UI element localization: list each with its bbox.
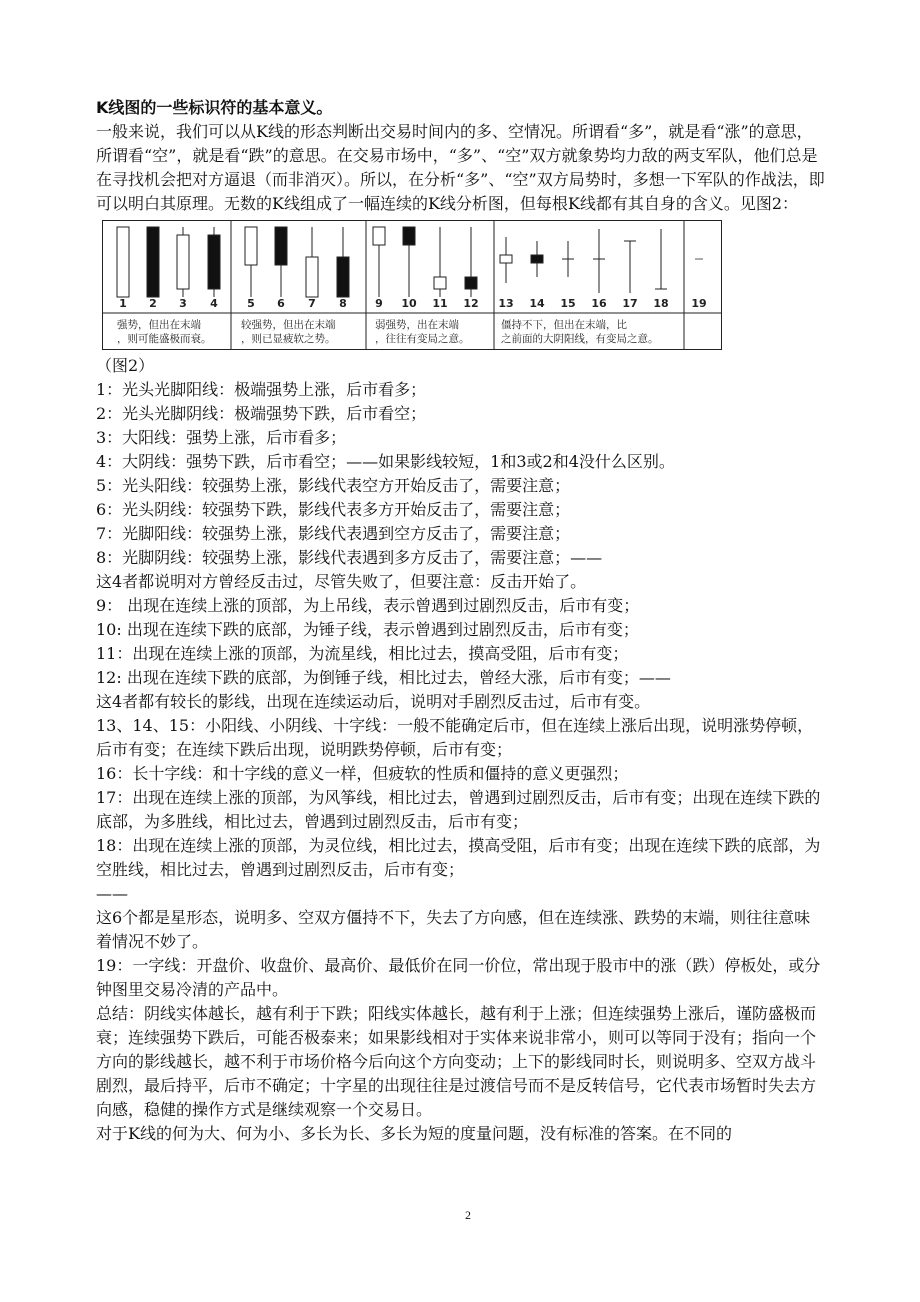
- page-number: 2: [465, 1208, 471, 1222]
- text-line: 8：光脚阴线：较强势上涨，影线代表遇到多方反击了，需要注意；——: [96, 548, 603, 567]
- candle-2: [147, 227, 159, 297]
- candle-number-label: 16: [591, 297, 607, 310]
- text-line: 12: 出现在连续下跌的底部，为倒锤子线，相比过去，曾经大涨，后市有变；——: [96, 668, 671, 687]
- candle-number-label: 10: [401, 297, 417, 310]
- text-line: 13、14、15：小阳线、小阴线、十字线：一般不能确定后市，但在连续上涨后出现，说明涨势停顿，后市有变；在连续下跌后出现，说明跌势停顿，后市有变；: [96, 716, 814, 759]
- candle-number-label: 6: [277, 297, 285, 310]
- candle-18: [655, 229, 667, 289]
- group-note-1: 强势，但出在末端: [117, 319, 201, 331]
- candle-6: [275, 227, 287, 297]
- text-line: 19：一字线：开盘价、收盘价、最高价、最低价在同一价位，常出现于股市中的涨（跌）停板处，或分钟图里交易冷清的产品中。: [96, 956, 821, 999]
- candle-10: [403, 227, 415, 297]
- group-note-3b: ，往往有变局之意。: [375, 333, 470, 345]
- candle-number-label: 4: [210, 297, 218, 310]
- figure-caption: （图2）: [96, 356, 155, 375]
- candle-7: [306, 227, 318, 297]
- candle-number-label: 15: [560, 297, 576, 310]
- candle-12: [465, 227, 477, 297]
- text-line: 3：大阳线：强势上涨，后市看多；: [96, 428, 347, 447]
- candle-number-label: 12: [463, 297, 479, 310]
- candle-8: [337, 227, 349, 297]
- candle-11: [434, 227, 446, 297]
- candle-number-label: 13: [498, 297, 514, 310]
- candle-16: [593, 229, 605, 293]
- text-line: ——: [96, 884, 128, 903]
- text-line: 总结：阴线实体越长，越有利于下跌；阳线实体越长，越有利于上涨；但连续强势上涨后，谨防盛极而衰；连续强势下跌后，可能否极泰来；如果影线相对于实体来说非常小，则可以等同于没有；指向一个方向的影线越长，越不利于市场价格今后向这个方向变动；上下的影线同时长，则说明多、空双方战斗剧烈，最后持平，后市不确定；十字星的出现往往是过渡信号而不是反转信号，它代表市场暂时失去方向感，稳健的操作方式是继续观察一个交易日。: [96, 1004, 817, 1119]
- document-title: K线图的一些标识符的基本意义。: [96, 98, 333, 117]
- candle-number-label: 2: [149, 297, 157, 310]
- text-line: 7：光脚阳线：较强势上涨，影线代表遇到空方反击了，需要注意；: [96, 524, 571, 543]
- text-line: 17：出现在连续上涨的顶部，为风筝线，相比过去，曾遇到过剧烈反击，后市有变；出现在连续下跌的底部，为多胜线，相比过去，曾遇到过剧烈反击，后市有变；: [96, 788, 821, 831]
- candle-number-label: 11: [432, 297, 448, 310]
- text-line: 这4者都有较长的影线，出现在连续运动后，说明对手剧烈反击过，后市有变。: [96, 692, 651, 711]
- intro-paragraph: 一般来说，我们可以从K线的形态判断出交易时间内的多、空情况。所谓看“多”，就是看“涨”的意思，所谓看“空”，就是看“跌”的意思。在交易市场中，“多”、“空”双方就象势均力敌的两支军队，他们总是在寻找机会把对方逼退（而非消灭）。所以，在分析“多”、“空”双方局势时，多想一下军队的作战法，即可以明白其原理。无数的K线组成了一幅连续的K线分析图，但每根K线都有其自身的含义。见图2：: [96, 122, 825, 213]
- candle-13: [500, 237, 512, 283]
- candle-number-label: 19: [691, 297, 707, 310]
- candle-14: [531, 241, 543, 277]
- candle-number-label: 8: [339, 297, 347, 310]
- text-line: 6：光头阴线：较强势下跌，影线代表多方开始反击了，需要注意；: [96, 500, 571, 519]
- candle-number-label: 14: [529, 297, 545, 310]
- text-line: 这6个都是星形态，说明多、空双方僵持不下，失去了方向感，但在连续涨、跌势的末端，则往往意味着情况不妙了。: [96, 908, 811, 951]
- candlestick-figure: [102, 220, 722, 350]
- candle-number-label: 3: [179, 297, 187, 310]
- group-note-4b: 之前面的大阴阳线，有变局之意。: [501, 333, 659, 345]
- group-note-3: 弱强势，出在末端: [375, 319, 459, 331]
- candle-number-label: 9: [375, 297, 383, 310]
- document-page: [96, 96, 826, 1146]
- candle-3: [177, 227, 189, 297]
- candle-number-label: 17: [622, 297, 638, 310]
- candle-number-label: 18: [653, 297, 669, 310]
- group-note-1b: ，则可能盛极而衰。: [117, 333, 212, 345]
- text-line: 9： 出现在连续上涨的顶部，为上吊线，表示曾遇到过剧烈反击，后市有变；: [96, 596, 640, 615]
- candle-17: [624, 241, 636, 293]
- candle-15: [562, 241, 574, 277]
- text-line: 10: 出现在连续下跌的底部，为锤子线，表示曾遇到过剧烈反击，后市有变；: [96, 620, 639, 639]
- text-line: 1：光头光脚阳线：极端强势上涨，后市看多；: [96, 380, 427, 399]
- candle-9: [373, 227, 385, 297]
- candle-1: [117, 227, 129, 297]
- candle-number-label: 5: [247, 297, 255, 310]
- text-line: 11：出现在连续上涨的顶部，为流星线，相比过去，摸高受阻，后市有变；: [96, 644, 629, 663]
- text-line: 这4者都说明对方曾经反击过，尽管失败了，但要注意：反击开始了。: [96, 572, 587, 591]
- text-line: 4：大阴线：强势下跌，后市看空；——如果影线较短，1和3或2和4没什么区别。: [96, 452, 675, 471]
- group-note-4: 僵持不下，但出在末端，比: [501, 319, 627, 331]
- candle-4: [208, 227, 220, 297]
- text-line: 2：光头光脚阴线：极端强势下跌，后市看空；: [96, 404, 427, 423]
- text-lines: [96, 378, 826, 1146]
- candle-number-label: 7: [308, 297, 316, 310]
- text-line: 对于K线的何为大、何为小、多长为长、多长为短的度量问题，没有标准的答案。在不同的: [96, 1124, 732, 1143]
- candlestick-chart-svg: [103, 221, 721, 349]
- text-line: 16：长十字线：和十字线的意义一样，但疲软的性质和僵持的意义更强烈；: [96, 764, 629, 783]
- text-line: 5：光头阳线：较强势上涨，影线代表空方开始反击了，需要注意；: [96, 476, 571, 495]
- candle-5: [245, 227, 257, 297]
- group-note-2: 较强势，但出在末端: [241, 319, 336, 331]
- text-line: 18：出现在连续上涨的顶部，为灵位线，相比过去，摸高受阻，后市有变；出现在连续下跌的底部，为空胜线，相比过去，曾遇到过剧烈反击，后市有变；: [96, 836, 821, 879]
- candle-number-label: 1: [119, 297, 127, 310]
- group-note-2b: ，则已显疲软之势。: [241, 333, 336, 345]
